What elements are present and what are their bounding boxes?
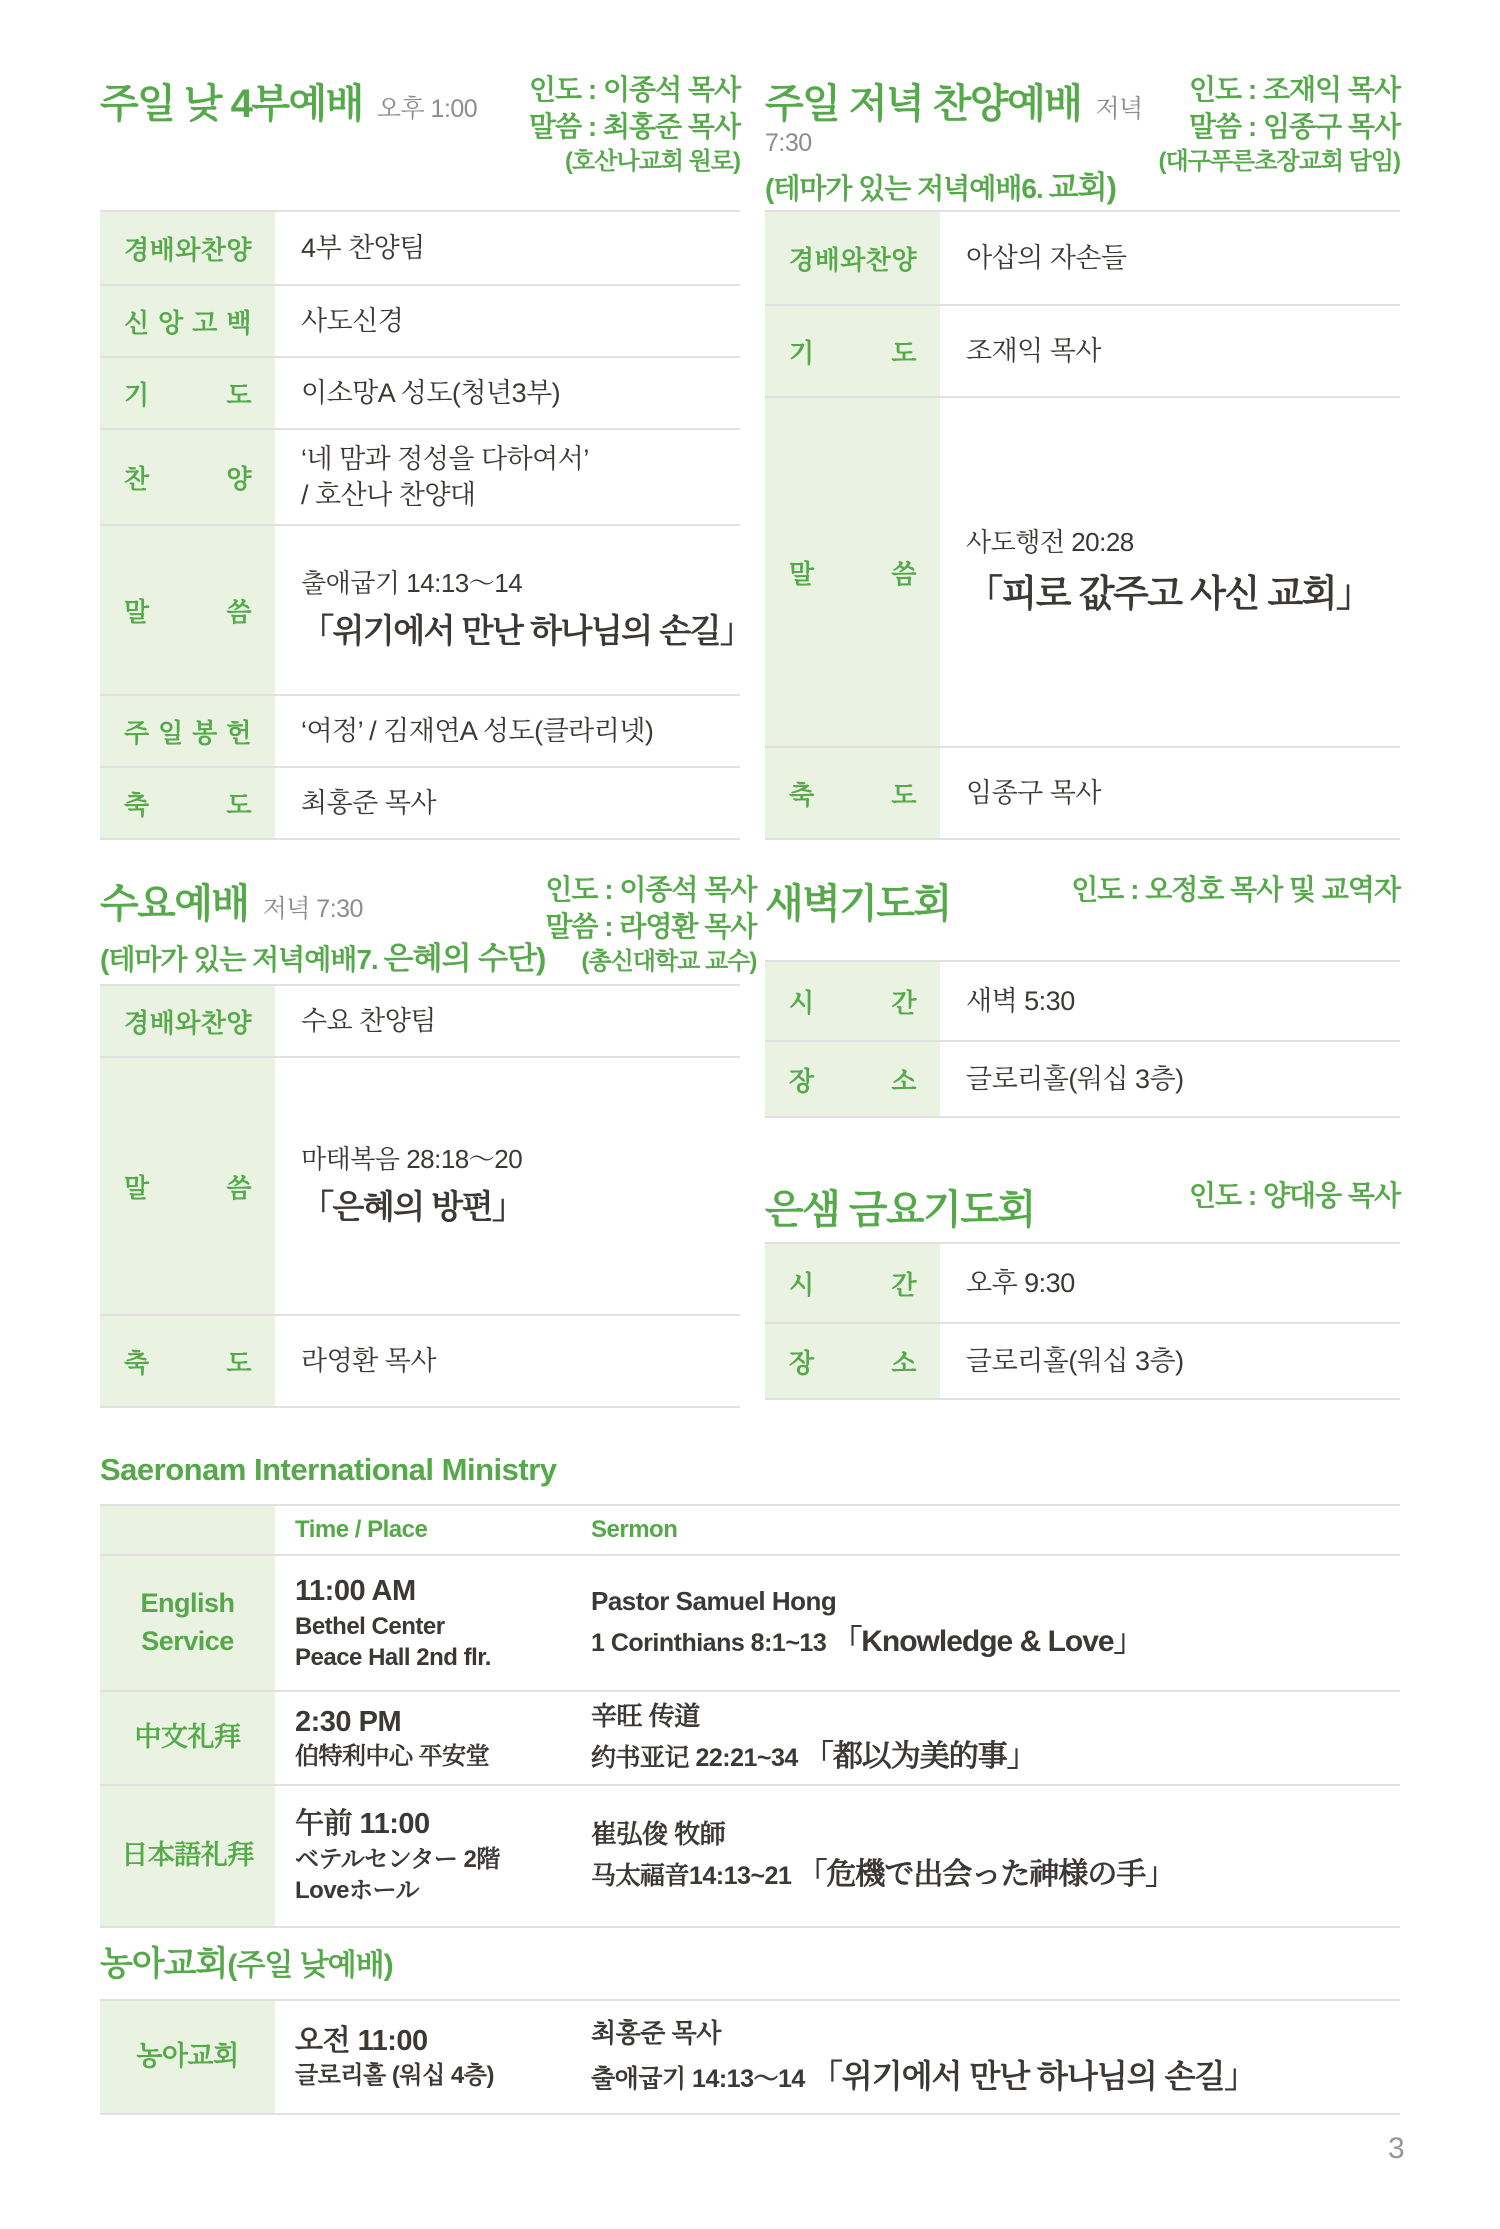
pastor-name: 崔弘俊 牧師 [591,1818,726,1849]
row-label-text: 장 소 [789,1065,916,1096]
sermon-title: 「은혜의 방편」 [301,1188,524,1226]
row-label: English Service [100,1556,275,1690]
row-value [940,1324,1400,1398]
row-value [275,526,752,694]
preacher-note: (대구푸른초장교회 담임) [1158,147,1400,175]
table-row [100,356,740,428]
preacher-line: 말씀 : 라영환 목사 [545,910,757,942]
row-value [940,1042,1400,1116]
section-title: 새벽기도회 [765,882,951,926]
international-ministry-table [100,1504,1400,1928]
table-row [100,694,740,766]
row-value-text: 새벽 5:30 [966,985,1075,1016]
service-time: 午前 11:00 [295,1807,430,1840]
row-value [940,306,1400,396]
row-value-text: 임종구 목사 [966,777,1101,808]
section-title: 주일 낮 4부예배 [100,82,363,126]
row-label [765,748,940,838]
service-time: 저녁 7:30 [262,895,363,923]
sermon-line [591,1621,1400,1663]
row-value [275,212,740,284]
sermon-title: 「위기에서 만난 하나님의 손길」 [810,2057,1256,2094]
dawn-prayer-table [765,960,1400,1118]
table-row-english-service [100,1554,1400,1690]
table-row [765,962,1400,1040]
row-label [765,1324,940,1398]
sermon-scripture: 마태복음 28:18〜20 [301,1144,523,1175]
section-title [100,1936,1400,1985]
table-row [765,746,1400,838]
row-value-text: 오후 9:30 [966,1267,1075,1298]
row-label-text: 축 도 [789,779,916,810]
section-wednesday-service [100,872,757,1408]
deaf-church-title-note: (주일 낮예배) [227,1949,393,1982]
section-title: 주일 저녁 찬양예배 [765,82,1082,126]
section-dawn-prayer [765,872,1400,1118]
row-label [100,696,275,766]
row-label [100,768,275,838]
time-place-cell [275,1786,575,1926]
friday-prayer-table [765,1242,1400,1400]
row-value [275,430,740,524]
section-sunday-day-service [100,72,752,840]
row-label [100,526,275,694]
row-label [765,962,940,1040]
wednesday-title-wrap [100,872,545,978]
sunday-day-title-wrap [100,72,477,129]
table-header-row [100,1506,1400,1554]
sermon-title: 「危機で出会った神様の手」 [797,1858,1175,1892]
sermon-cell [575,2001,1400,2113]
column-header-sermon: Sermon [591,1516,678,1544]
table-row [100,284,740,356]
row-label-text: 시 간 [789,987,916,1018]
table-row-chinese-service [100,1690,1400,1784]
sermon-title: 「피로 값주고 사신 교회」 [966,572,1372,614]
leader-line: 인도 : 조재익 목사 [1189,74,1400,105]
pastor-name: 辛旺 传道 [591,1700,700,1731]
sunday-evening-leaders [1159,72,1401,178]
sunday-evening-table [765,210,1400,840]
hymn-line2: / 호산나 찬양대 [301,480,476,510]
friday-prayer-header [765,1178,1400,1242]
service-place: 伯特利中心 平安堂 [295,1743,490,1771]
row-label-text: 말 씀 [124,596,251,627]
wednesday-header [100,872,757,984]
table-row [100,1314,740,1406]
preacher-line: 말씀 : 임종구 목사 [1189,110,1400,142]
time-place-cell [275,1692,575,1784]
subtitle-em: 교회) [1048,170,1116,205]
subtitle-pre: (테마가 있는 저녁예배6. [765,173,1043,204]
sunday-evening-title-wrap [765,72,1159,207]
preacher-note: (총신대학교 교수) [581,947,757,975]
table-row [100,524,752,694]
row-label-text: 경 배 와 찬 양 [124,1007,251,1038]
sermon-scripture: 1 Corinthians 8:1~13 [591,1629,827,1658]
row-value [940,962,1400,1040]
section-subtitle [100,933,545,978]
table-row [100,1056,740,1314]
service-time: 오전 11:00 [295,2024,428,2057]
section-title: Saeronam International Ministry [100,1452,557,1487]
sermon-scripture: 출애굽기 14:13〜14 [301,568,523,599]
service-place: Peace Hall 2nd flr. [295,1643,491,1671]
row-value [940,398,1400,746]
leader-line: 인도 : 이종석 목사 [529,74,740,105]
table-row [100,212,740,284]
row-label [765,398,940,746]
sermon-scripture: 马太福音14:13~21 [591,1862,792,1891]
table-row [765,304,1400,396]
row-label: 中文礼拜 [100,1692,275,1784]
leader-line: 인도 : 오정호 목사 및 교역자 [1071,874,1400,905]
row-label [765,306,940,396]
row-label-text: 경 배 와 찬 양 [789,244,916,275]
time-place-cell [275,2001,575,2113]
row-value-text: 아삽의 자손들 [966,242,1127,273]
row-value-text: 라영환 목사 [301,1345,436,1376]
row-value [940,1244,1400,1322]
service-place: Loveホール [295,1876,420,1904]
row-value [275,1058,740,1314]
table-row [765,1040,1400,1116]
row-label-text: 찬 양 [124,463,251,494]
row-value [275,286,740,356]
wednesday-leaders [545,872,756,978]
row-value-text: 최홍준 목사 [301,787,436,818]
row-value-text: 글로리홀(워십 3층) [966,1345,1184,1376]
dawn-prayer-header [765,872,1400,960]
friday-prayer-leaders [1189,1178,1400,1215]
section-subtitle [765,162,1159,207]
row-label: 日本語礼拜 [100,1786,275,1926]
service-time: 2:30 PM [295,1705,402,1738]
row-value-text: 글로리홀(워십 3층) [966,1063,1184,1094]
row-label [100,1058,275,1314]
table-row [100,428,740,524]
sunday-day-leaders [529,72,740,178]
row-label [100,986,275,1056]
hymn-line1: ‘네 맘과 정성을 다하여서’ [301,443,589,474]
row-label-text: 축 도 [124,789,251,820]
row-label-text: 말 씀 [789,558,916,589]
sermon-cell [575,1692,1400,1784]
row-label-text: 경 배 와 찬 양 [124,234,251,265]
row-value-text: 이소망A 성도(청년3부) [301,377,561,408]
service-time: 11:00 AM [295,1574,416,1607]
row-value [275,358,740,428]
row-value [940,212,1400,304]
row-label [765,212,940,304]
table-row-deaf-church [100,2001,1400,2113]
row-label [100,430,275,524]
page-number: 3 [1388,2132,1405,2165]
sermon-scripture: 约书亚记 22:21~34 [591,1744,798,1773]
row-value [275,986,740,1056]
row-label [100,358,275,428]
table-row-japanese-service [100,1784,1400,1926]
table-row [765,212,1400,304]
sermon-line [591,1854,1400,1896]
row-value [275,768,740,838]
row-value-text: 수요 찬양팀 [301,1005,436,1036]
row-label [100,1316,275,1406]
subtitle-em: 은혜의 수단) [383,941,546,976]
time-place-cell [275,1556,575,1690]
section-international-ministry [100,1452,1400,1928]
row-label [765,1042,940,1116]
table-row [100,766,740,838]
sunday-evening-header [765,72,1400,210]
sermon-title: 「위기에서 만난 하나님의 손길」 [301,612,752,650]
table-row [765,1322,1400,1398]
sermon-title: 「Knowledge & Love」 [832,1625,1143,1659]
service-place: ベテルセンター 2階 [295,1845,500,1873]
service-place: 글로리홀 (워십 4층) [295,2062,494,2090]
row-label-text: 주 일 봉 헌 [124,717,251,748]
deaf-church-table [100,1999,1400,2115]
row-label-text: 신 앙 고 백 [124,307,251,338]
sermon-scripture: 출애굽기 14:13〜14 [591,2064,805,2093]
row-label [765,1244,940,1322]
row-value [275,1316,740,1406]
sermon-cell [575,1556,1400,1690]
section-title: 수요예배 [100,882,249,926]
sunday-day-table [100,210,752,840]
sunday-day-header [100,72,740,210]
section-title: 은샘 금요기도회 [765,1188,1035,1232]
sermon-scripture: 사도행전 20:28 [966,527,1134,558]
row-label [100,212,275,284]
table-row [765,396,1400,746]
column-header-time-place: Time / Place [295,1516,428,1544]
row-label-text: 말 씀 [124,1172,251,1203]
row-label-text: 기 도 [124,379,251,410]
subtitle-pre: (테마가 있는 저녁예배7. [100,944,378,975]
section-deaf-church [100,1936,1400,2115]
row-value-text: 사도신경 [301,305,404,336]
preacher-line: 말씀 : 최홍준 목사 [529,110,740,142]
service-place: Bethel Center [295,1612,445,1640]
table-row [765,1244,1400,1322]
row-label-text: 기 도 [789,337,916,368]
service-time: 오후 1:00 [376,95,478,123]
leader-line: 인도 : 양대웅 목사 [1189,1180,1400,1211]
pastor-name: 최홍준 목사 [591,2018,721,2049]
pastor-name: Pastor Samuel Hong [591,1585,837,1616]
leader-line: 인도 : 이종석 목사 [545,874,757,905]
deaf-church-title: 농아교회 [100,1945,228,1983]
wednesday-table [100,984,740,1408]
row-value-text: 4부 찬양팀 [301,232,425,263]
sermon-line [591,1736,1400,1778]
sermon-cell [575,1786,1400,1926]
table-row [100,986,740,1056]
sermon-line [591,2054,1400,2099]
sermon-title: 「都以为美的事」 [803,1740,1036,1774]
row-value [275,696,740,766]
row-value-text: ‘여정’ / 김재연A 성도(클라리넷) [301,715,654,746]
service-time: 저녁 7:30 [765,95,1143,157]
row-label-text: 축 도 [124,1347,251,1378]
row-label [100,286,275,356]
section-sunday-evening-service [765,72,1400,840]
row-value [940,748,1400,838]
preacher-note: (호산나교회 원로) [565,147,740,175]
row-label-text: 시 간 [789,1269,916,1300]
section-friday-prayer [765,1178,1400,1400]
header-label-cell [100,1506,275,1554]
row-label-text: 장 소 [789,1347,916,1378]
row-label: 농아교회 [100,2001,275,2113]
dawn-prayer-leaders [1071,872,1400,909]
row-value-text: 조재익 목사 [966,335,1101,366]
